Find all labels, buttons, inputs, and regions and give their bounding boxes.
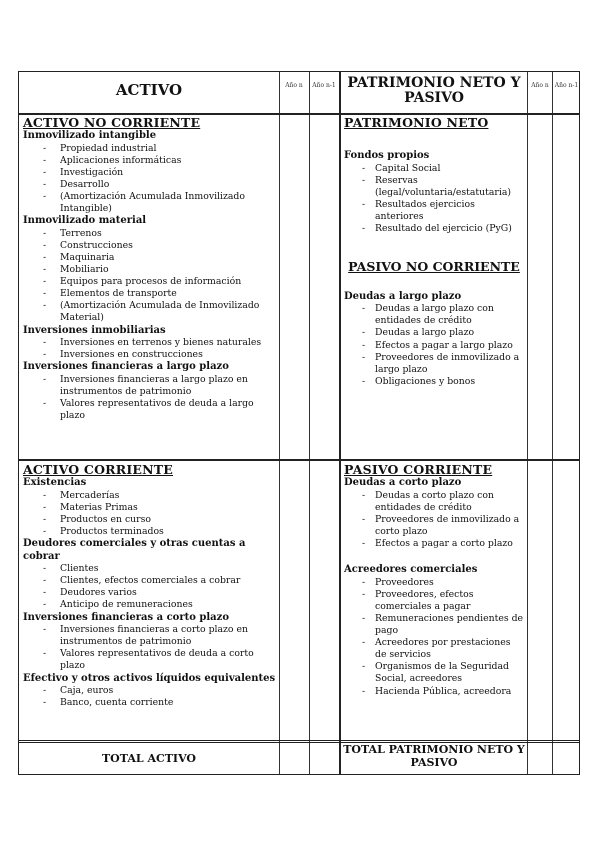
group-title: Inversiones inmobiliarias (23, 324, 166, 336)
list-item: - Remuneraciones pendientes de pago (344, 613, 524, 637)
list-item: - Equipos para procesos de información (23, 276, 277, 288)
section-title: PASIVO NO CORRIENTE (348, 259, 520, 275)
activo-no-corriente-section (23, 115, 277, 422)
list-item: - (Amortización Acumulada Inmovilizado Intangible) (23, 191, 277, 215)
item-list (23, 490, 277, 538)
list-item: - Proveedores de inmovilizado a corto plazo (344, 514, 524, 538)
header-year-n1-right: Año n-1 (554, 82, 579, 89)
list-item: - Mobiliario (23, 264, 277, 276)
header-year-n1: Año n-1 (312, 82, 336, 89)
section-title: ACTIVO NO CORRIENTE (23, 115, 201, 130)
list-item: - Acreedores por prestaciones de servicios (344, 637, 524, 661)
section-divider (19, 459, 579, 461)
item-list (23, 337, 277, 361)
section-title: PATRIMONIO NETO (344, 115, 489, 130)
list-item: - Productos en curso (23, 514, 277, 526)
list-item: - Elementos de transporte (23, 288, 277, 300)
item-list (344, 490, 524, 550)
list-item: - Proveedores, efectos comerciales a pagar (344, 589, 524, 613)
column-divider-center (339, 72, 341, 774)
list-item: - Obligaciones y bonos (344, 376, 524, 388)
group-list (23, 130, 277, 422)
item-list (23, 563, 277, 611)
total-activo: TOTAL ACTIVO (102, 752, 196, 765)
group-title: Inmovilizado intangible (23, 130, 157, 141)
list-item: - Deudas a largo plazo (344, 327, 524, 339)
section-title: PASIVO CORRIENTE (344, 462, 493, 477)
list-item: - Proveedores de inmovilizado a largo plazo (344, 352, 524, 376)
list-item: - Aplicaciones informáticas (23, 155, 277, 167)
list-item: - Inversiones en terrenos y bienes naturales (23, 337, 277, 349)
list-item: - Inversiones financieras a corto plazo en instrumentos de patrimonio (23, 624, 277, 648)
item-list (23, 228, 277, 325)
list-item: - Caja, euros (23, 685, 277, 697)
activo-corriente-section (23, 462, 277, 709)
group-title: Inmovilizado material (23, 215, 147, 227)
group-title: Acreedores comerciales (344, 564, 478, 576)
list-item: - Desarrollo (23, 179, 277, 191)
list-item: - Deudores varios (23, 587, 277, 599)
list-item: - Clientes (23, 563, 277, 575)
pasivo-corriente-section (344, 462, 524, 698)
list-item: - Inversiones financieras a largo plazo en instrumentos de patrimonio (23, 374, 277, 398)
list-item: - Mercaderías (23, 490, 277, 502)
item-list (23, 374, 277, 422)
list-item: - Terrenos (23, 228, 277, 240)
balance-sheet-table (18, 71, 580, 775)
group-title: Deudores comerciales y otras cuentas a cobrar (23, 537, 246, 562)
patrimonio-neto-section (344, 115, 524, 388)
list-item: - Maquinaria (23, 252, 277, 264)
list-item: - Propiedad industrial (23, 143, 277, 155)
header-year-n-right: Año n (531, 82, 549, 89)
list-item: - Hacienda Pública, acreedora (344, 686, 524, 698)
list-item: - Efectos a pagar a corto plazo (344, 538, 524, 550)
column-divider (552, 72, 553, 774)
group-title: Inversiones financieras a largo plazo (23, 361, 229, 373)
list-item: - Resultados ejercicios anteriores (344, 199, 524, 223)
list-item: - Clientes, efectos comerciales a cobrar (23, 575, 277, 587)
total-patrimonio-pasivo: TOTAL PATRIMONIO NETO Y PASIVO (343, 743, 525, 769)
item-list (344, 303, 524, 388)
list-item: - (Amortización Acumulada de Inmovilizado Material) (23, 300, 277, 324)
list-item: - Banco, cuenta corriente (23, 697, 277, 709)
list-item: - Productos terminados (23, 526, 277, 538)
list-item: - Valores representativos de deuda a corto plazo (23, 648, 277, 672)
list-item: - Construcciones (23, 240, 277, 252)
list-item: - Reservas (legal/voluntaria/estatutaria) (344, 175, 524, 199)
list-item: - Valores representativos de deuda a largo plazo (23, 398, 277, 422)
list-item: - Organismos de la Seguridad Social, acreedores (344, 661, 524, 685)
list-item: - Capital Social (344, 163, 524, 175)
item-list (23, 143, 277, 216)
list-item: - Efectos a pagar a largo plazo (344, 340, 524, 352)
header-activo: ACTIVO (115, 81, 183, 99)
header-patrimonio-pasivo: PATRIMONIO NETO Y PASIVO (347, 75, 521, 106)
list-item: - Deudas a corto plazo con entidades de crédito (344, 490, 524, 514)
group-title: Efectivo y otros activos líquidos equivalentes (23, 672, 276, 684)
group-title: Deudas a largo plazo (344, 290, 462, 302)
group-title: Deudas a corto plazo (344, 477, 462, 488)
list-item: - Proveedores (344, 577, 524, 589)
list-item: - Inversiones en construcciones (23, 349, 277, 361)
group-list (23, 477, 277, 709)
group-title: Existencias (23, 477, 87, 488)
list-item: - Resultado del ejercicio (PyG) (344, 223, 524, 235)
item-list (344, 577, 524, 698)
list-item: - Materias Primas (23, 502, 277, 514)
column-divider (527, 72, 528, 774)
list-item: - Investigación (23, 167, 277, 179)
group-title: Fondos propios (344, 150, 430, 161)
item-list (344, 163, 524, 236)
header-year-n: Año n (285, 82, 303, 89)
group-title: Inversiones financieras a corto plazo (23, 611, 230, 623)
list-item: - Anticipo de remuneraciones (23, 599, 277, 611)
column-divider (279, 72, 280, 774)
list-item: - Deudas a largo plazo con entidades de crédito (344, 303, 524, 327)
section-title: ACTIVO CORRIENTE (23, 462, 173, 477)
column-divider (309, 72, 310, 774)
item-list (23, 624, 277, 672)
item-list (23, 685, 277, 709)
